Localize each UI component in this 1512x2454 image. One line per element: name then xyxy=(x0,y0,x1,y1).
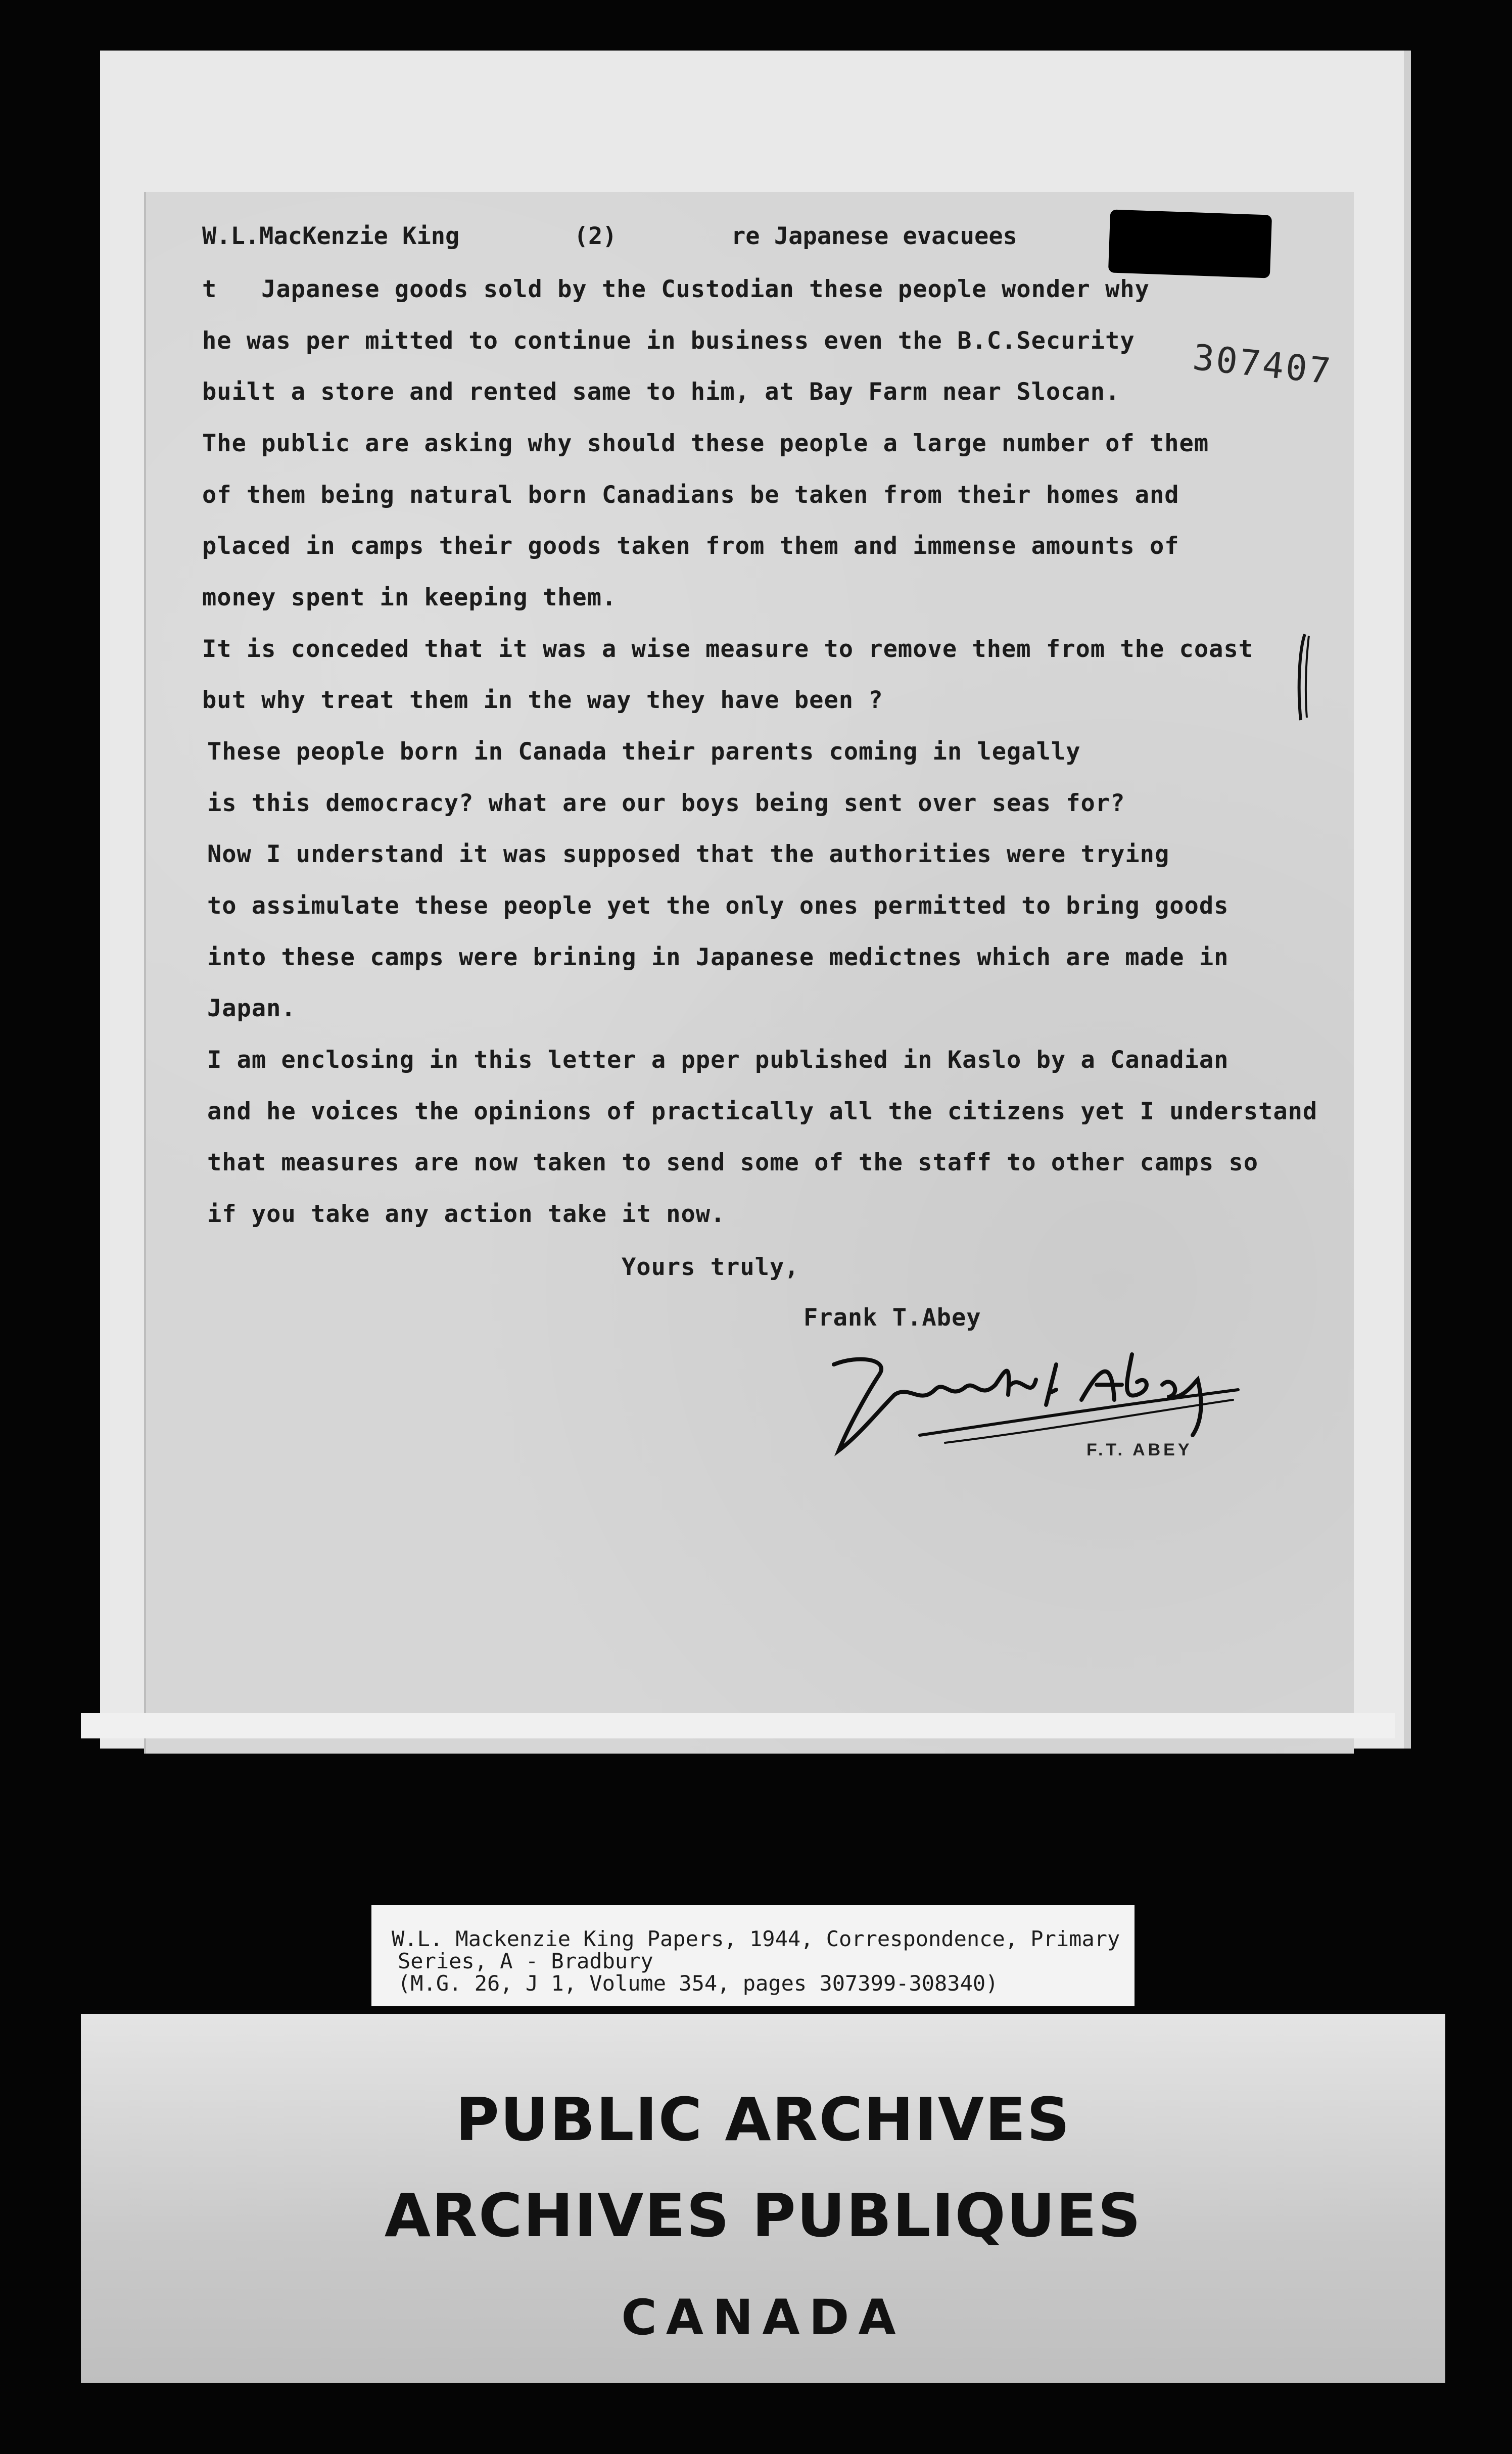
body-line: It is conceded that it was a wise measure to remove them from the coast xyxy=(202,635,1254,663)
citation-label xyxy=(371,1905,1135,2006)
closing: Yours truly, xyxy=(622,1253,799,1281)
body-line: The public are asking why should these people a large number of them xyxy=(202,430,1209,457)
body-line: he was per mitted to continue in business even the B.C.Security xyxy=(202,327,1135,355)
body-line: to assimulate these people yet the only ones permitted to bring goods xyxy=(207,892,1229,920)
body-line: if you take any action take it now. xyxy=(207,1200,726,1228)
typed-signature: Frank T.Abey xyxy=(804,1304,981,1332)
body-line: that measures are now taken to send some of the staff to other camps so xyxy=(207,1149,1259,1176)
header-recipient: W.L.MacKenzie King xyxy=(202,222,460,250)
citation-line: Series, A - Bradbury xyxy=(398,1949,653,1973)
citation-line: (M.G. 26, J 1, Volume 354, pages 307399-308340) xyxy=(398,1971,999,1996)
body-line: t Japanese goods sold by the Custodian these people wonder why xyxy=(202,275,1150,303)
header-subject: re Japanese evacuees xyxy=(731,222,1017,250)
letter-page xyxy=(144,192,1354,1754)
body-line: into these camps were brining in Japanese medictnes which are made in xyxy=(207,943,1229,971)
body-line: built a store and rented same to him, at Bay Farm near Slocan. xyxy=(202,378,1120,406)
page-bottom-edge xyxy=(81,1713,1395,1738)
body-line: and he voices the opinions of practically all the citizens yet I understand xyxy=(207,1098,1318,1125)
header-page-number: (2) xyxy=(574,222,617,250)
citation-line: W.L. Mackenzie King Papers, 1944, Correspondence, Primary xyxy=(392,1926,1120,1951)
margin-bracket-mark xyxy=(1294,632,1314,723)
archive-page-number: 307407 xyxy=(1191,336,1335,393)
body-line: Now I understand it was supposed that the authorities were trying xyxy=(207,840,1170,868)
redaction-block xyxy=(1108,209,1272,278)
archives-title-en: PUBLIC ARCHIVES xyxy=(455,2085,1071,2154)
body-line: of them being natural born Canadians be taken from their homes and xyxy=(202,481,1179,509)
body-line: placed in camps their goods taken from them and immense amounts of xyxy=(202,532,1179,560)
archives-country: CANADA xyxy=(621,2289,905,2346)
archives-banner xyxy=(81,2014,1445,2383)
body-line: money spent in keeping them. xyxy=(202,584,617,611)
body-line: I am enclosing in this letter a pper published in Kaslo by a Canadian xyxy=(207,1046,1229,1074)
body-line: but why treat them in the way they have been ? xyxy=(202,686,883,714)
body-line: Japan. xyxy=(207,995,296,1022)
signature-initials: F.T. ABEY xyxy=(1086,1440,1193,1459)
body-line: is this democracy? what are our boys being sent over seas for? xyxy=(207,789,1125,817)
body-line: These people born in Canada their parents coming in legally xyxy=(207,738,1081,766)
archives-title-fr: ARCHIVES PUBLIQUES xyxy=(384,2181,1142,2250)
letter-header xyxy=(202,222,1017,250)
